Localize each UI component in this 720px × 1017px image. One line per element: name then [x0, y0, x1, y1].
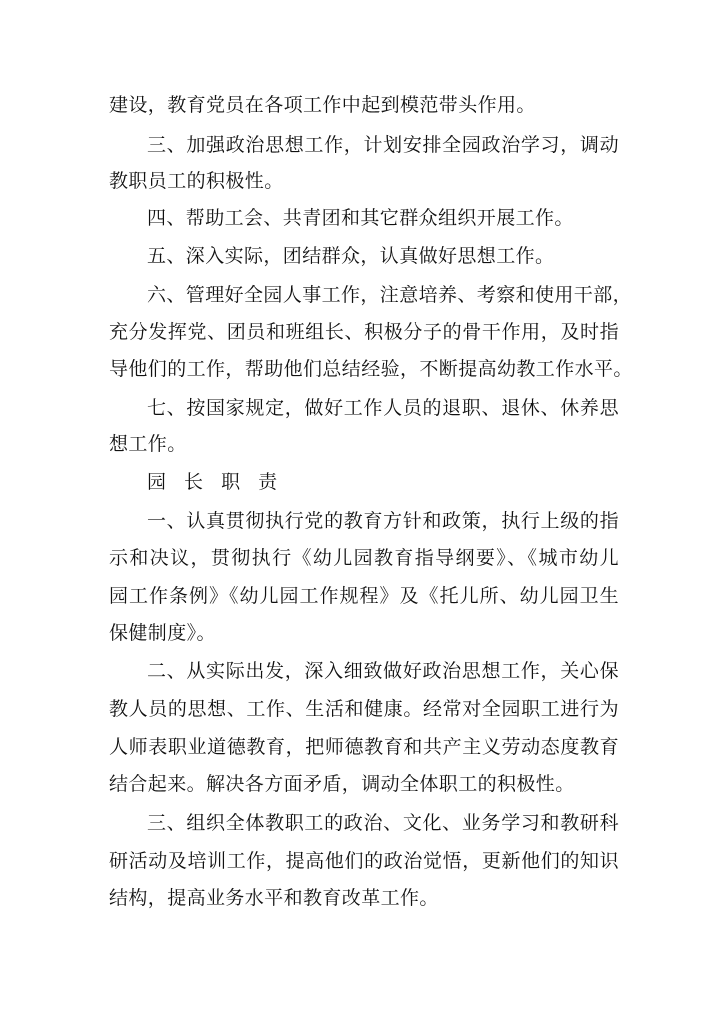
- text-line-10: 想工作。: [109, 433, 187, 455]
- text-line-22: 结构，提高业务水平和教育改革工作。: [109, 887, 439, 909]
- text-line-2: 三、加强政治思想工作，计划安排全园政治学习，调动: [147, 134, 619, 156]
- text-line-15: 保健制度》。: [109, 622, 216, 644]
- text-line-3: 教职员工的积极性。: [109, 170, 284, 192]
- text-line-9: 七、按国家规定，做好工作人员的退职、退休、休养思: [147, 397, 619, 419]
- text-line-20: 三、组织全体教职工的政治、文化、业务学习和教研科: [147, 812, 619, 834]
- text-line-17: 教人员的思想、工作、生活和健康。经常对全园职工进行为: [109, 698, 619, 720]
- text-line-13: 示和决议，贯彻执行《幼儿园教育指导纲要》、《城市幼儿: [109, 547, 619, 569]
- text-line-19: 结合起来。解决各方面矛盾，调动全体职工的积极性。: [109, 773, 575, 795]
- text-line-6: 六、管理好全园人事工作，注意培养、考察和使用干部，: [147, 284, 633, 306]
- text-line-5: 五、深入实际，团结群众，认真做好思想工作。: [147, 245, 555, 267]
- section-heading: 园 长 职 责: [147, 471, 284, 493]
- text-line-12: 一、认真贯彻执行党的教育方针和政策，执行上级的指: [147, 510, 619, 532]
- text-line-21: 研活动及培训工作，提高他们的政治觉悟，更新他们的知识: [109, 850, 619, 872]
- text-line-1: 建设，教育党员在各项工作中起到模范带头作用。: [109, 94, 536, 116]
- text-line-8: 导他们的工作，帮助他们总结经验，不断提高幼教工作水平。: [109, 358, 633, 380]
- text-line-18: 人师表职业道德教育，把师德教育和共产主义劳动态度教育: [109, 736, 619, 758]
- text-line-16: 二、从实际出发，深入细致做好政治思想工作，关心保: [147, 660, 619, 682]
- text-line-4: 四、帮助工会、共青团和其它群众组织开展工作。: [147, 207, 574, 229]
- text-line-14: 园工作条例》《幼儿园工作规程》及《托儿所、幼儿园卫生: [109, 585, 619, 607]
- text-line-7: 充分发挥党、团员和班组长、积极分子的骨干作用，及时指: [109, 321, 619, 343]
